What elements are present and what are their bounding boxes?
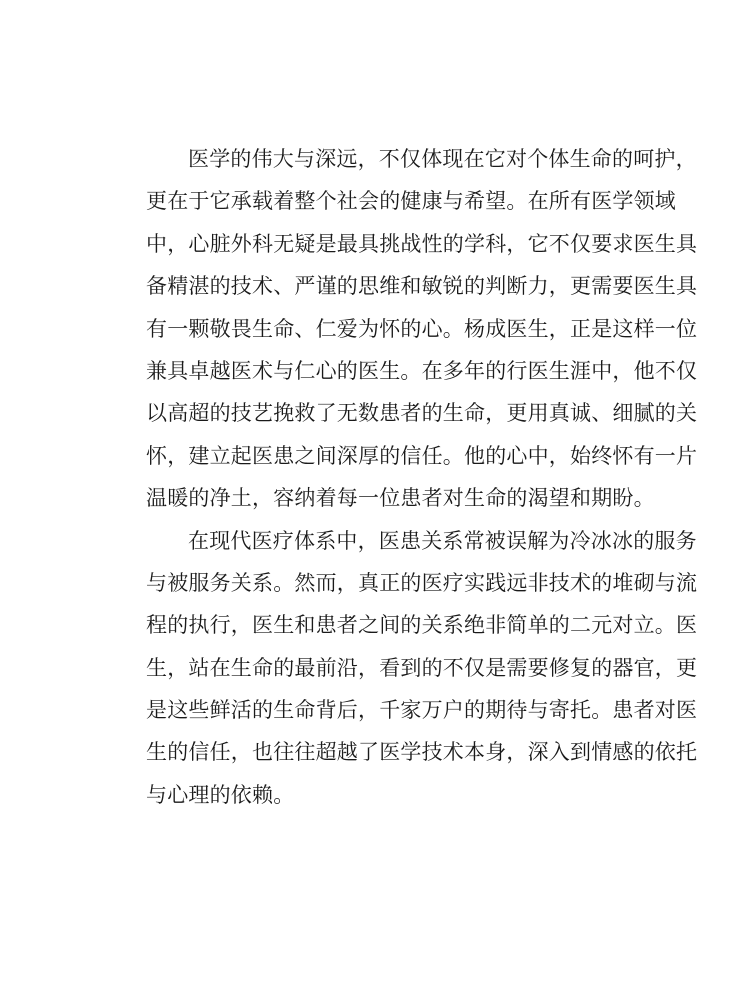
text-line: 程的执行，医生和患者之间的关系绝非简单的二元对立。医 <box>146 613 698 638</box>
paragraph-1 <box>146 138 698 520</box>
text-line: 怀，建立起医患之间深厚的信任。他的心中，始终怀有一片 <box>146 443 698 468</box>
text-line: 是这些鲜活的生命背后，千家万户的期待与寄托。患者对医 <box>146 698 698 723</box>
text-line: 以高超的技艺挽救了无数患者的生命，更用真诚、细腻的关 <box>146 401 698 426</box>
text-line: 在现代医疗体系中，医患关系常被误解为冷冰冰的服务 <box>188 528 697 553</box>
text-line: 兼具卓越医术与仁心的医生。在多年的行医生涯中，他不仅 <box>146 358 698 383</box>
text-line: 温暖的净土，容纳着每一位患者对生命的渴望和期盼。 <box>146 486 655 511</box>
body-text <box>146 138 698 816</box>
text-line: 更在于它承载着整个社会的健康与希望。在所有医学领域 <box>146 189 676 214</box>
text-line: 医学的伟大与深远，不仅体现在它对个体生命的呵护， <box>188 147 697 171</box>
text-line: 备精湛的技术、严谨的思维和敏锐的判断力，更需要医生具 <box>146 274 698 299</box>
text-line: 中，心脏外科无疑是最具挑战性的学科，它不仅要求医生具 <box>146 231 698 256</box>
text-line: 生的信任，也往往超越了医学技术本身，深入到情感的依托 <box>146 740 698 765</box>
text-line: 有一颗敬畏生命、仁爱为怀的心。杨成医生，正是这样一位 <box>146 316 698 341</box>
text-line: 生，站在生命的最前沿，看到的不仅是需要修复的器官，更 <box>146 655 698 680</box>
text-line: 与被服务关系。然而，真正的医疗实践远非技术的堆砌与流 <box>146 570 698 595</box>
paragraph-2 <box>146 520 698 817</box>
text-line: 与心理的依赖。 <box>146 782 295 807</box>
